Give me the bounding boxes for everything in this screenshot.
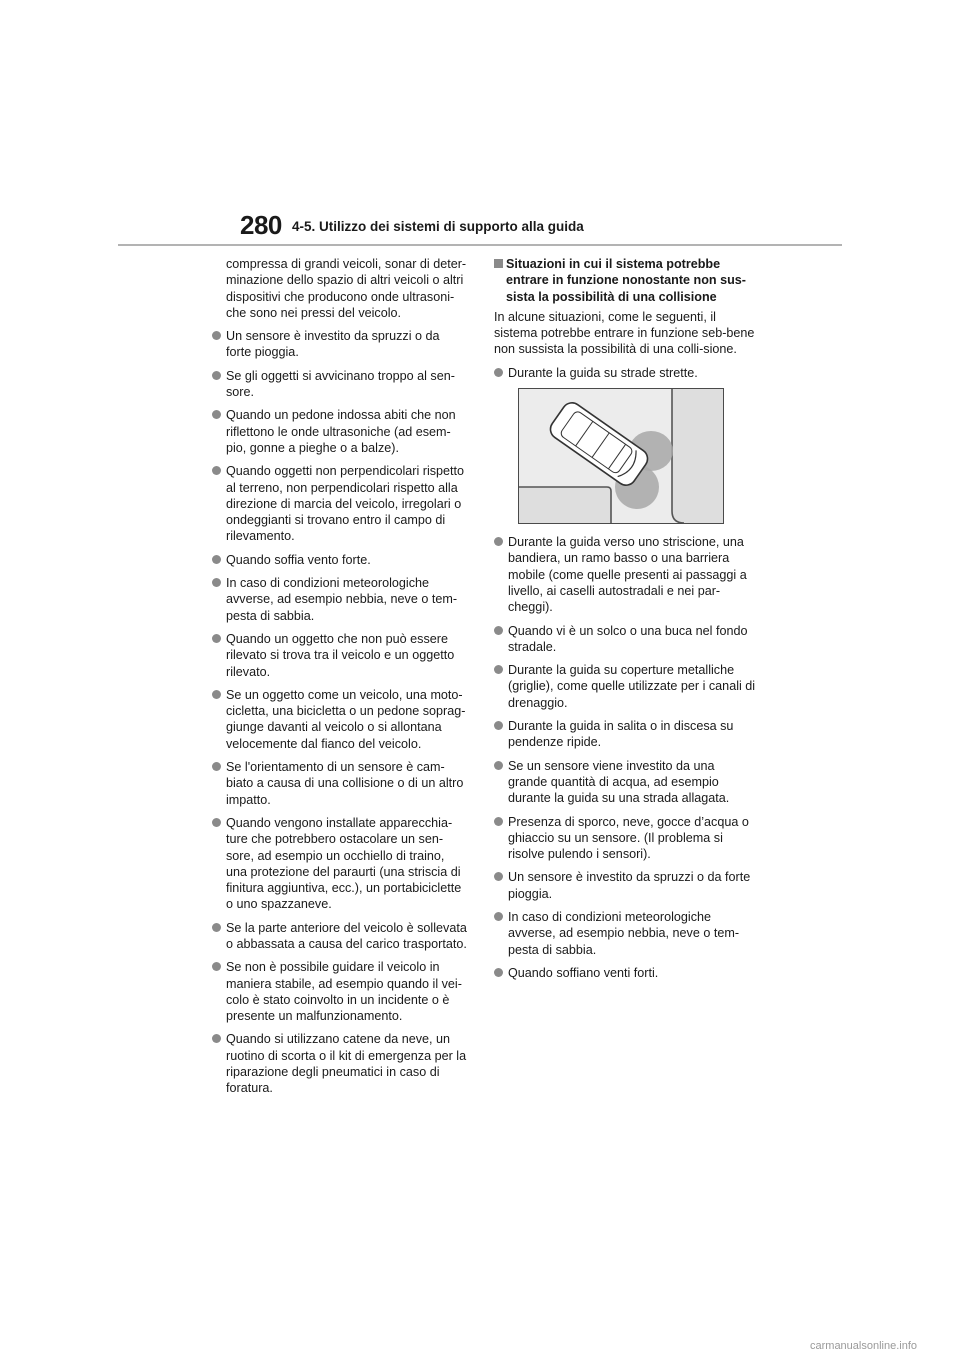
list-item-text: Durante la guida su strade strette. — [508, 365, 698, 380]
list-item — [212, 368, 468, 401]
bullet-icon — [212, 578, 221, 587]
bullet-icon — [212, 818, 221, 827]
bullet-icon — [212, 634, 221, 643]
list-item-text: Se gli oggetti si avvicinano troppo al sen-sore. — [226, 368, 455, 400]
bullet-icon — [212, 762, 221, 771]
list-item — [212, 959, 468, 1024]
list-item — [212, 1031, 468, 1096]
list-item-text: In caso di condizioni meteorologiche avverse, ad esempio nebbia, neve o tem-pesta di sabbia. — [226, 576, 458, 623]
list-item — [494, 814, 756, 863]
bullet-icon — [212, 555, 221, 564]
list-item-text: Quando soffia vento forte. — [226, 552, 371, 567]
list-item-text: Quando un oggetto che non può essere rilevato si trova tra il veicolo e un oggetto rilevato. — [226, 631, 455, 679]
list-item-text: Se la parte anteriore del veicolo è sollevata o abbassata a causa del carico trasportato. — [226, 920, 467, 951]
square-bullet-icon — [494, 259, 503, 268]
left-column — [212, 256, 468, 1104]
bullet-icon — [212, 1034, 221, 1043]
list-item-text: Durante la guida su coperture metalliche (griglie), come quelle utilizzate per i canali di drenaggio. — [508, 663, 756, 710]
bullet-icon — [494, 537, 503, 546]
list-item-text: Un sensore è investito da spruzzi o da forte pioggia. — [508, 870, 751, 901]
bullet-icon — [494, 817, 503, 826]
roadside-block-icon — [519, 487, 611, 523]
right-column — [494, 256, 756, 988]
bullet-icon — [212, 690, 221, 699]
bullet-icon — [212, 331, 221, 340]
list-item — [212, 759, 468, 808]
list-item-text: Se l'orientamento di un sensore è cam-biato a causa di una collisione o di un altro impatto. — [226, 760, 464, 807]
list-item — [494, 718, 756, 751]
list-item — [494, 623, 756, 656]
list-item-text: Presenza di sporco, neve, gocce d’acqua o ghiaccio su un sensore. (Il problema si risolve pulendo i sensori). — [508, 814, 749, 862]
bullet-icon — [212, 371, 221, 380]
bullet-icon — [494, 626, 503, 635]
subheading — [494, 256, 756, 305]
bullet-icon — [494, 721, 503, 730]
section-title: 4-5. Utilizzo dei sistemi di supporto alla guida — [292, 219, 584, 234]
list-item-text: Se non è possibile guidare il veicolo in maniera stabile, ad esempio quando il vei-colo è stato coinvolto in un incidente o è presente un malfunzionamento. — [226, 960, 462, 1024]
list-item-text: Durante la guida verso uno striscione, una bandiera, un ramo basso o una barriera mobile (come quelle presenti ai passaggi a livello, ai caselli autostradali e nei par-cheggi). — [508, 535, 747, 615]
page-number: 280 — [240, 210, 282, 240]
bullet-icon — [212, 466, 221, 475]
list-item — [494, 365, 756, 381]
header-divider — [118, 244, 842, 246]
bullet-icon — [494, 912, 503, 921]
bullet-icon — [212, 962, 221, 971]
list-item — [494, 965, 756, 981]
list-item — [494, 758, 756, 807]
list-item-text: In caso di condizioni meteorologiche avverse, ad esempio nebbia, neve o tem-pesta di sabbia. — [508, 910, 740, 957]
list-item-text: Se un sensore viene investito da una grande quantità di acqua, ad esempio durante la guida su una strada allagata. — [508, 758, 730, 806]
list-item-text: Quando si utilizzano catene da neve, un ruotino di scorta o il kit di emergenza per la riparazione degli pneumatici in caso di foratura. — [226, 1032, 467, 1096]
list-item-text: Quando oggetti non perpendicolari rispetto al terreno, non perpendicolari rispetto alla direzione di marcia del veicolo, irregolari o ondeggianti si trovano entro il campo di rilevamento. — [226, 464, 465, 544]
list-item — [494, 534, 756, 615]
list-item-text: Quando un pedone indossa abiti che non riflettono le onde ultrasoniche (ad esem-pio, gonne a pieghe o a balze). — [226, 408, 456, 455]
list-item — [494, 662, 756, 711]
narrow-road-svg — [519, 389, 723, 523]
list-item-text: Quando vi è un solco o una buca nel fondo stradale. — [508, 623, 748, 654]
list-item — [212, 687, 468, 752]
list-item — [212, 575, 468, 624]
list-item-text: Quando vengono installate apparecchia-ture che potrebbero ostacolare un sen-sore, ad esempio un occhiello di traino, una protezione del paraurti (una striscia di finitura aggiuntiva, ecc.), un portabiciclette o uno spazzaneve. — [226, 815, 462, 912]
list-item — [212, 631, 468, 680]
narrow-road-illustration — [518, 388, 724, 524]
intro-paragraph: In alcune situazioni, come le seguenti, il sistema potrebbe entrare in funzione seb-bene non sussista la possibilità di una colli-sione. — [494, 309, 755, 357]
watermark: carmanualsonline.info — [810, 1340, 918, 1352]
bullet-icon — [494, 665, 503, 674]
bullet-icon — [212, 410, 221, 419]
bullet-icon — [494, 968, 503, 977]
list-item-text: Se un oggetto come un veicolo, una moto-cicletta, una bicicletta o un pedone soprag-giunge davanti al veicolo o si allontana velocemente dal fianco del veicolo. — [226, 687, 466, 751]
list-item — [212, 815, 468, 913]
list-item — [494, 909, 756, 958]
list-item — [494, 869, 756, 902]
list-item — [212, 463, 468, 544]
bullet-icon — [494, 761, 503, 770]
list-item — [212, 407, 468, 456]
roadside-block-icon — [672, 389, 723, 523]
bullet-icon — [494, 368, 503, 377]
subheading-text: Situazioni in cui il sistema potrebbe entrare in funzione nonostante non sus-sista la possibilità di una collisione — [506, 257, 746, 304]
list-item-text: Durante la guida in salita o in discesa su pendenze ripide. — [508, 719, 734, 750]
list-item — [212, 552, 468, 568]
list-item-text: Quando soffiano venti forti. — [508, 965, 659, 980]
bullet-icon — [494, 872, 503, 881]
bullet-icon — [212, 923, 221, 932]
continuation-text: compressa di grandi veicoli, sonar di deter-minazione dello spazio di altri veicoli o altri dispositivi che producono onde ultrasoni-che sono nei pressi del veicolo. — [226, 257, 467, 320]
list-item — [212, 328, 468, 361]
list-item — [212, 920, 468, 953]
list-item-text: Un sensore è investito da spruzzi o da forte pioggia. — [226, 329, 440, 360]
